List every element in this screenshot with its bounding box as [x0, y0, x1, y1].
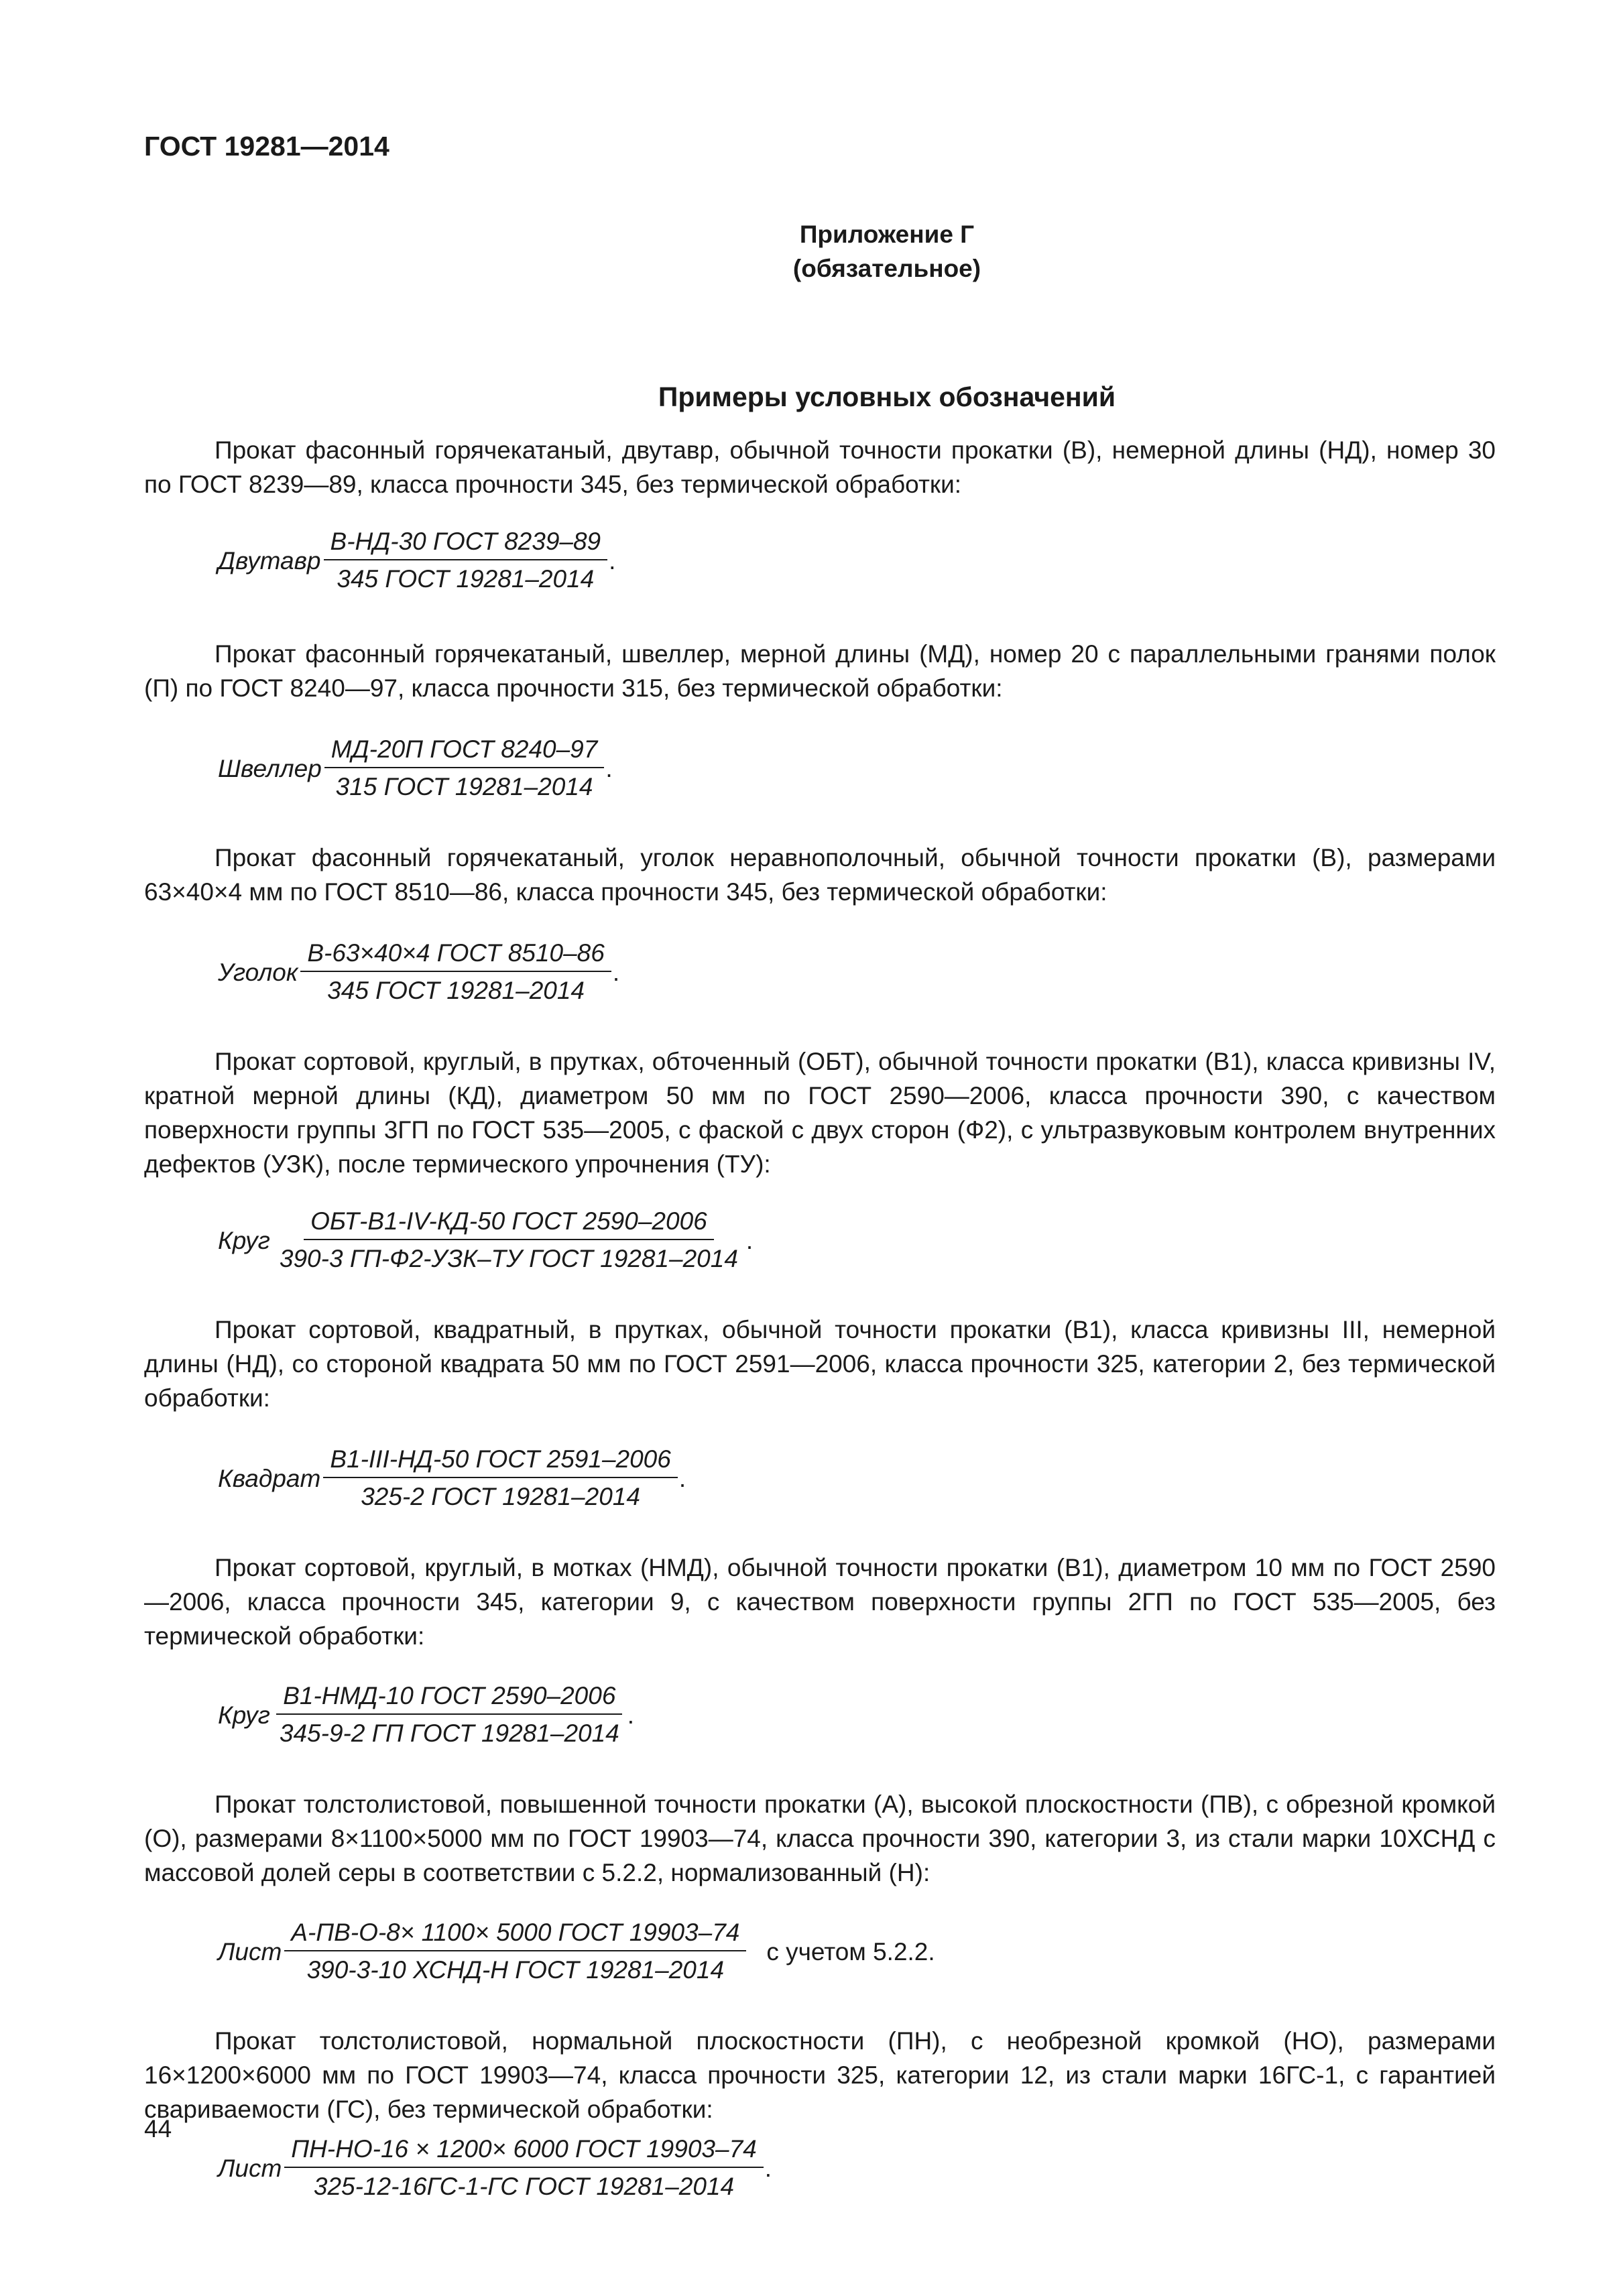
formula-name: Лист [218, 2154, 282, 2182]
formula-end: . [764, 2154, 772, 2182]
formula-denominator: 345 ГОСТ 19281–2014 [337, 565, 595, 593]
formula-denominator: 390-3 ГП-Ф2-УЗК–ТУ ГОСТ 19281–2014 [279, 1245, 738, 1272]
formula-fraction [324, 733, 605, 803]
example-paragraph: Прокат толстолистовой, нормальной плоскостности (ПН), с необрезной кромкой (НО), размерами 16×1200×6000 мм по ГОСТ 19903—74, класса прочности 325, категории 12, из стали марки 16ГС-1, с гарантией свариваемости (ГС), без термической обработки: [144, 2027, 1496, 2123]
formula-denominator: 325-2 ГОСТ 19281–2014 [361, 1483, 640, 1510]
example-paragraph: Прокат сортовой, круглый, в прутках, обточенный (ОБТ), обычной точности прокатки (В1), класса кривизны IV, кратной мерной длины (КД), диаметром 50 мм по ГОСТ 2590—2006, класса прочности 390, с качеством поверхности группы 3ГП по ГОСТ 535—2005, с фаской с двух сторон (Ф2), с ультразвуковым контролем внутренних дефектов (УЗК), после термического упрочнения (ТУ): [144, 1048, 1496, 1178]
designation-formula [218, 1443, 1496, 1513]
formula-name: Уголок [218, 958, 298, 986]
designation-formula [218, 733, 1496, 803]
formula-numerator: В1-НМД-10 ГОСТ 2590–2006 [276, 1680, 622, 1715]
formula-end: . [609, 546, 616, 575]
formula-end: . [678, 1464, 686, 1492]
formula-end: . [627, 1701, 635, 1729]
formula-numerator: В-НД-30 ГОСТ 8239–89 [324, 526, 608, 560]
example-paragraph: Прокат фасонный горячекатаный, швеллер, мерной длины (МД), номер 20 с параллельными гранями полок (П) по ГОСТ 8240—97, класса прочности 315, без термической обработки: [144, 640, 1496, 702]
page-number: 44 [144, 2115, 172, 2142]
formula-fraction [323, 1443, 678, 1513]
formula-numerator: В-63×40×4 ГОСТ 8510–86 [300, 937, 611, 972]
designation-formula [218, 2133, 1496, 2203]
example-paragraph: Прокат толстолистовой, повышенной точности прокатки (А), высокой плоскостности (ПВ), с обрезной кромкой (О), размерами 8×1100×5000 мм по ГОСТ 19903—74, класса прочности 390, категории 3, из стали марки 10ХСНД с массовой долей серы в соответствии с 5.2.2, нормализованный (Н): [144, 1791, 1496, 1886]
formula-name: Лист [218, 1937, 282, 1966]
appendix-status: (обязательное) [792, 255, 981, 282]
designation-formula [218, 1917, 1496, 1986]
formula-denominator: 315 ГОСТ 19281–2014 [335, 773, 593, 800]
formula-denominator: 345 ГОСТ 19281–2014 [327, 977, 585, 1004]
formula-name: Круг [218, 1701, 270, 1729]
designation-formula [218, 1205, 1496, 1275]
formula-fraction [284, 1917, 746, 1986]
formula-denominator: 345-9-2 ГП ГОСТ 19281–2014 [279, 1719, 619, 1747]
example-paragraph: Прокат сортовой, квадратный, в прутках, обычной точности прокатки (В1), класса кривизны III, немерной длины (НД), со стороной квадрата 50 мм по ГОСТ 2591—2006, класса прочности 325, категории 2, без термической обработки: [144, 1316, 1496, 1412]
formula-numerator: ОБТ-В1-IV-КД-50 ГОСТ 2590–2006 [304, 1205, 714, 1240]
formula-numerator: МД-20П ГОСТ 8240–97 [324, 733, 605, 768]
designation-formula [218, 1680, 1496, 1750]
formula-name: Квадрат [218, 1464, 321, 1492]
formula-name: Круг [218, 1226, 270, 1254]
formula-name: Двутавр [218, 546, 321, 575]
designation-formula [218, 526, 1496, 595]
formula-suffix: с учетом 5.2.2. [766, 1937, 935, 1966]
formula-fraction [324, 526, 608, 595]
example-paragraph: Прокат сортовой, круглый, в мотках (НМД), обычной точности прокатки (В1), диаметром 10 мм по ГОСТ 2590—2006, класса прочности 345, категории 9, с качеством поверхности группы 2ГП по ГОСТ 535—2005, без термической обработки: [144, 1554, 1496, 1650]
formula-numerator: А-ПВ-О-8× 1100× 5000 ГОСТ 19903–74 [284, 1917, 746, 1951]
formula-fraction [273, 1205, 745, 1275]
example-paragraph: Прокат фасонный горячекатаный, уголок неравнополочный, обычной точности прокатки (В), размерами 63×40×4 мм по ГОСТ 8510—86, класса прочности 345, без термической обработки: [144, 844, 1496, 906]
formula-end: . [612, 958, 620, 986]
formula-numerator: ПН-НО-16 × 1200× 6000 ГОСТ 19903–74 [284, 2133, 763, 2168]
document-header: ГОСТ 19281—2014 [144, 131, 389, 162]
formula-fraction [273, 1680, 626, 1750]
formula-denominator: 325-12-16ГС-1-ГС ГОСТ 19281–2014 [313, 2173, 735, 2200]
example-paragraph: Прокат фасонный горячекатаный, двутавр, обычной точности прокатки (В), немерной длины (НД), номер 30 по ГОСТ 8239—89, класса прочности 345, без термической обработки: [144, 436, 1496, 498]
appendix-title: Приложение Г [799, 221, 975, 248]
formula-fraction [284, 2133, 763, 2203]
formula-name: Швеллер [218, 754, 322, 782]
formula-end: . [745, 1226, 754, 1254]
section-title: Примеры условных обозначений [658, 381, 1116, 412]
designation-formula [218, 937, 1496, 1007]
formula-denominator: 390-3-10 ХСНД-Н ГОСТ 19281–2014 [306, 1956, 725, 1984]
formula-end: . [605, 754, 613, 782]
formula-numerator: В1-III-НД-50 ГОСТ 2591–2006 [323, 1443, 678, 1478]
formula-fraction [300, 937, 611, 1007]
